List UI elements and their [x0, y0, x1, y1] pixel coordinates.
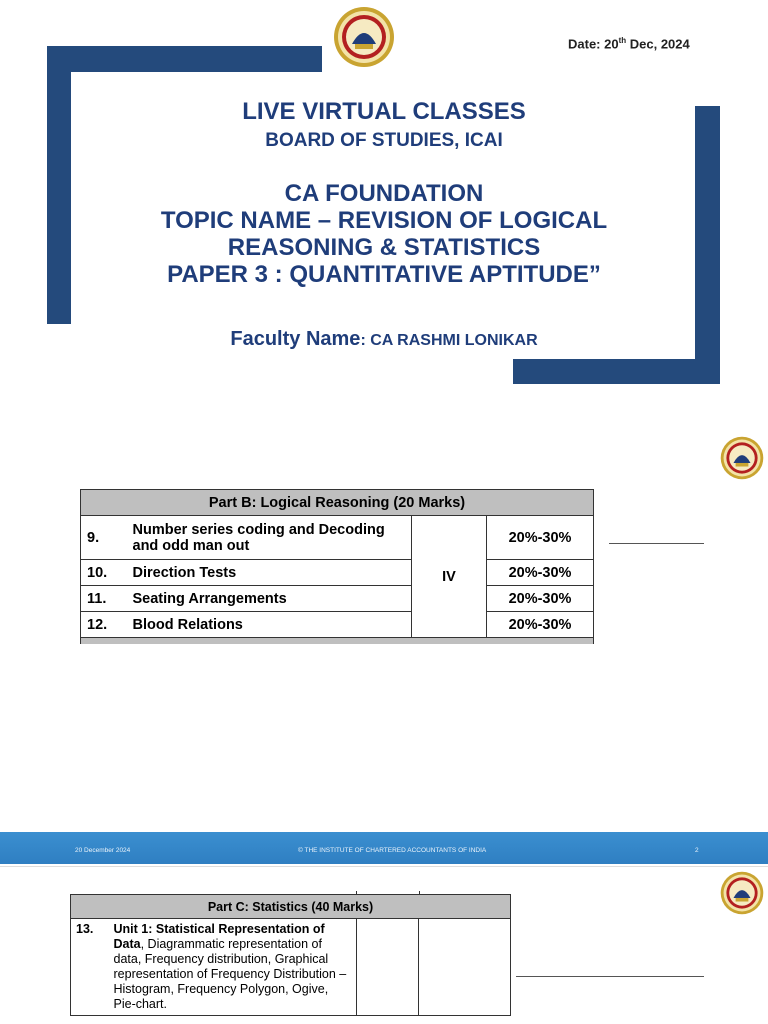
table-row: 12. Blood Relations 20%-30% [81, 612, 594, 638]
table-row: 10. Direction Tests 20%-30% [81, 560, 594, 586]
frame-bar-top-horizontal [47, 46, 322, 72]
table-footer-strip [81, 638, 594, 644]
table-row: 11. Seating Arrangements 20%-30% [81, 586, 594, 612]
faculty-name: CA RASHMI LONIKAR [370, 332, 538, 349]
divider-line [609, 543, 704, 544]
slide-footer [0, 832, 768, 864]
topic-line-1: TOPIC NAME – REVISION OF LOGICAL [160, 207, 608, 234]
faculty-label: Faculty Name [230, 328, 361, 350]
statistics-slide [0, 866, 768, 1024]
footer-page-number: 2 [695, 847, 699, 854]
faculty-line: Faculty Name: CA RASHMI LONIKAR [230, 328, 538, 350]
frame-bar-bottom-horizontal [513, 359, 720, 384]
footer-date: 20 December 2024 [75, 847, 131, 854]
paper-name: PAPER 3 : QUANTITATIVE APTITUDE” [167, 261, 601, 288]
unit-cell: IV [412, 516, 487, 638]
icai-logo-icon [333, 6, 395, 68]
divider-line [516, 976, 704, 977]
footer-copyright: © THE INSTITUTE OF CHARTERED ACCOUNTANTS OF INDIA [298, 847, 487, 854]
icai-logo-icon [720, 871, 764, 915]
presentation-date: Date: 20th Dec, 2024 [568, 36, 690, 52]
title-live-virtual-classes: LIVE VIRTUAL CLASSES [242, 98, 526, 125]
course-name: CA FOUNDATION [284, 180, 484, 207]
course-title-block [0, 180, 768, 288]
topic-line-2: REASONING & STATISTICS [227, 234, 541, 261]
title-slide [0, 0, 768, 418]
table-row: 13. Unit 1: Statistical Representation of Data, Diagrammatic representation of data, Frequency distribution, Graphical representation of Frequency Distribution –Histogram, Frequency Polygon, Ogive, Pie-chart. [71, 919, 511, 1016]
table-header: Part B: Logical Reasoning (20 Marks) [81, 490, 594, 516]
unit-heading: Unit 1: Statistical Representation of Data [113, 922, 325, 951]
table-row: 9. Number series coding and Decoding and odd man out IV 20%-30% [81, 516, 594, 560]
icai-logo-icon [720, 436, 764, 480]
logical-reasoning-slide [0, 418, 768, 866]
table-header: Part C: Statistics (40 Marks) [71, 895, 511, 919]
title-board-of-studies: BOARD OF STUDIES, ICAI [265, 130, 503, 151]
logical-reasoning-table [80, 489, 594, 644]
unit-description: , Diagrammatic representation of data, Frequency distribution, Graphical representation of Frequency Distribution –Histogram, Frequency Polygon, Ogive, Pie-chart. [113, 937, 347, 1011]
statistics-table [70, 894, 511, 1016]
